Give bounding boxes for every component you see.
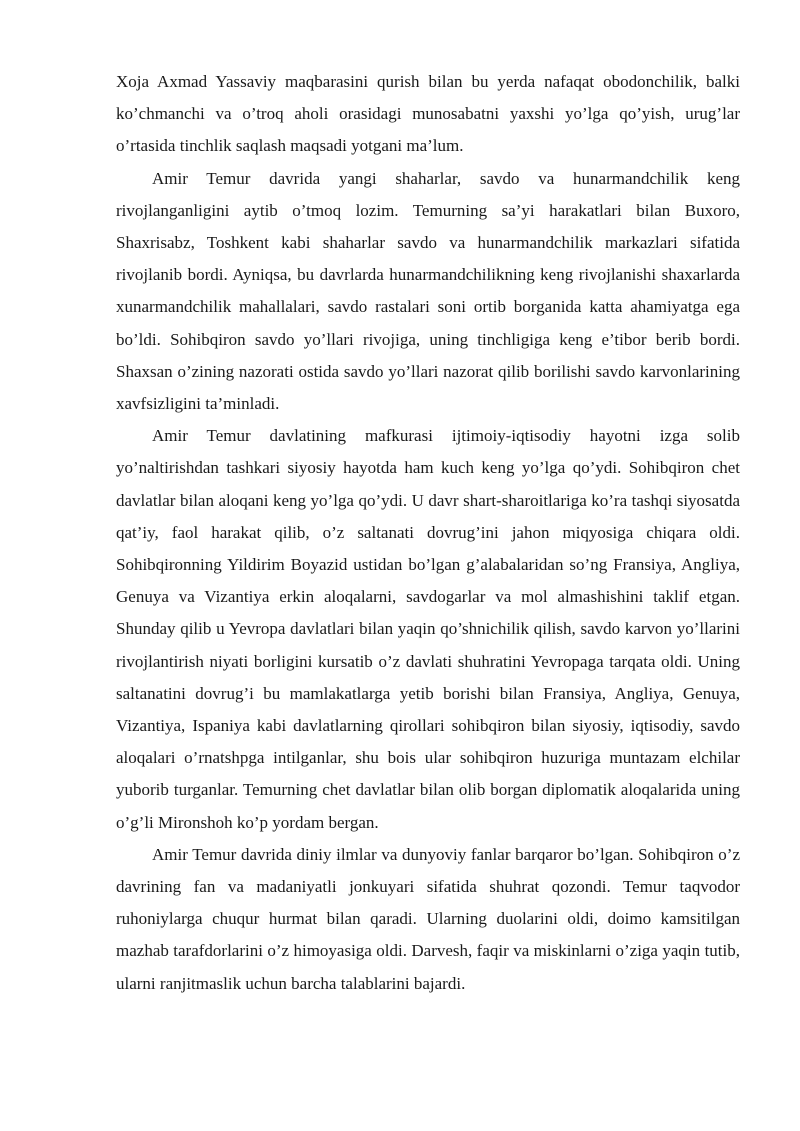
paragraph-3: Amir Temur davlatining mafkurasi ijtimoiy-iqtisodiy hayotni izga solib yo’naltirishdan tashkari siyosiy hayotda ham kuch keng yo’lga qo’ydi. Sohibqiron chet davlatlar bilan aloqani keng yo’lga qo’ydi. U davr shart-sharoitlariga ko’ra tashqi siyosatda qat’iy, faol harakat qilib, o’z saltanati dovrug’ini jahon miqyosiga chiqara oldi. Sohibqironning Yildirim Boyazid ustidan bo’lgan g’alabalaridan so’ng Fransiya, Angliya, Genuya va Vizantiya erkin aloqalarni, savdogarlar va mol almashishini taklif etgan. Shunday qilib u Yevropa davlatlari bilan yaqin qo’shnichilik qilish, savdo karvon yo’llarini rivojlantirish niyati borligini kursatib o’z davlati shuhratini Yevropaga tarqata oldi. Uning saltanatini dovrug’i bu mamlakatlarga yetib borishi bilan Fransiya, Angliya, Genuya, Vizantiya, Ispaniya kabi davlatlarning qirollari sohibqiron bilan siyosiy, iqtisodiy, savdo aloqalari o’rnatshpga intilganlar, shu bois ular sohibqiron huzuriga muntazam elchilar yuborib turganlar. Temurning chet davlatlar bilan olib borgan diplomatik aloqalarida uning o’g’li Mironshoh ko’p yordam bergan. (116, 426, 740, 832)
document-page (116, 66, 740, 1000)
paragraph-2: Amir Temur davrida yangi shaharlar, savdo va hunarmandchilik keng rivojlanganligini aytib o’tmoq lozim. Temurning sa’yi harakatlari bilan Buxoro, Shaxrisabz, Toshkent kabi shaharlar savdo va hunarmandchilik markazlari sifatida rivojlanib bordi. Ayniqsa, bu davrlarda hunarmandchilikning keng rivojlanishi shaxarlarda xunarmandchilik mahallalari, savdo rastalari soni ortib borganida katta ahamiyatga ega bo’ldi. Sohibqiron savdo yo’llari rivojiga, uning tinchligiga keng e’tibor berib bordi. Shaxsan o’zining nazorati ostida savdo yo’llari nazorat qilib borilishi savdo karvonlarining xavfsizligini ta’minladi. (116, 168, 740, 414)
paragraph-1: Xoja Axmad Yassaviy maqbarasini qurish bilan bu yerda nafaqat obodonchilik, balki ko’chmanchi va o’troq aholi orasidagi munosabatni yaxshi yo’lga qo’yish, urug’lar o’rtasida tinchlik saqlash maqsadi yotgani ma’lum. (116, 72, 740, 156)
paragraph-4: Amir Temur davrida diniy ilmlar va dunyoviy fanlar barqaror bo’lgan. Sohibqiron o’z davrining fan va madaniyatli jonkuyari sifatida shuhrat qozondi. Temur taqvodor ruhoniylarga chuqur hurmat bilan qaradi. Ularning duolarini oldi, doimo kamsitilgan mazhab tarafdorlarini o’z himoyasiga oldi. Darvesh, faqir va miskinlarni o’ziga yaqin tutib, ularni ranjitmaslik uchun barcha talablarini bajardi. (116, 844, 740, 993)
